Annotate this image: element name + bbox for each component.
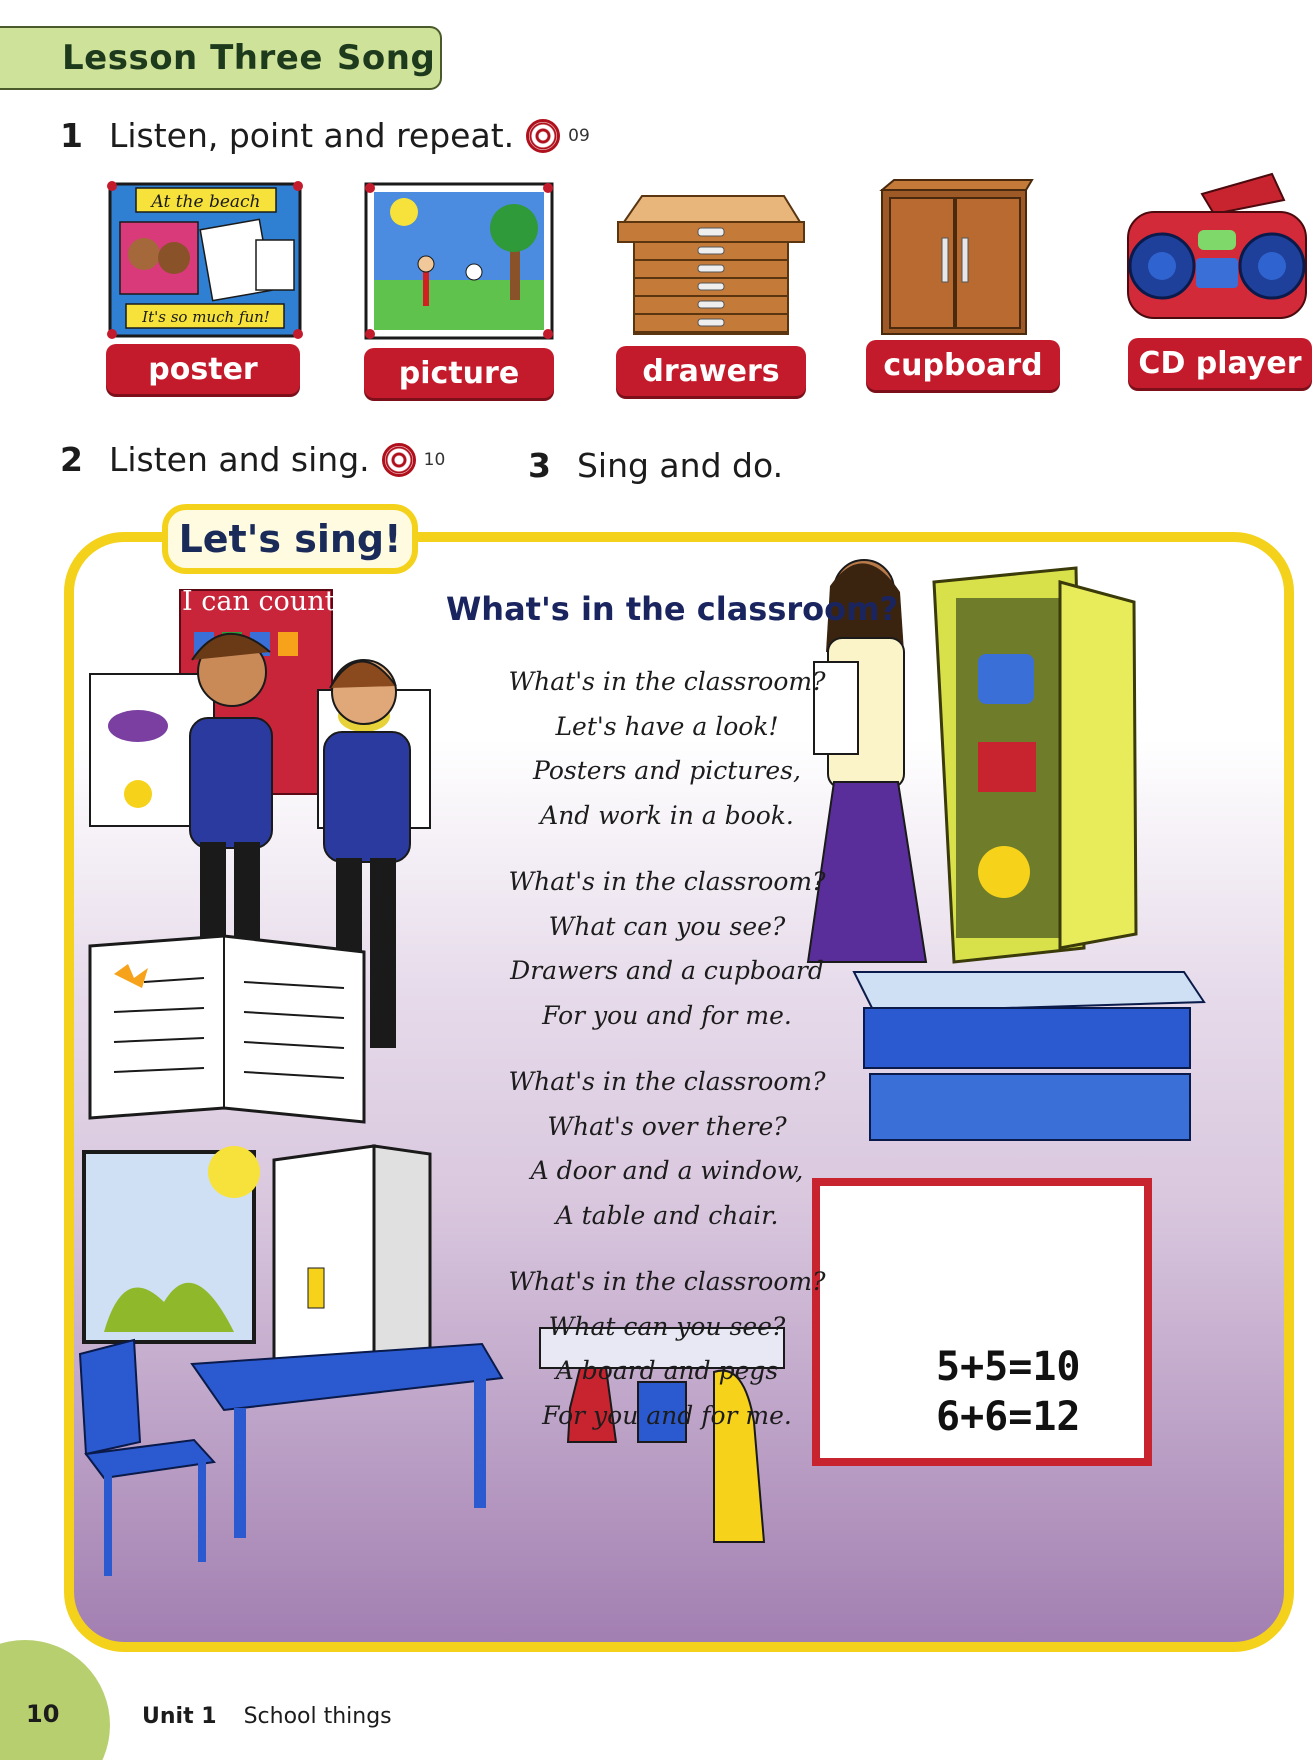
lyric-line: And work in a book. xyxy=(540,800,794,830)
lets-sing-badge: Let's sing! xyxy=(162,504,418,574)
lyric-line: A board and pegs xyxy=(555,1356,779,1385)
activity-instruction: Listen, point and repeat. xyxy=(108,116,515,155)
lyric-line: A table and chair. xyxy=(555,1200,779,1230)
unit-topic: School things xyxy=(243,1704,392,1729)
lyric-line: A door and a window, xyxy=(530,1156,804,1185)
cupboard-illustration[interactable] xyxy=(876,178,1034,338)
page-number: 10 xyxy=(26,1700,60,1728)
song-stanza xyxy=(480,1260,854,1438)
lyric-line: What's over there? xyxy=(547,1111,787,1141)
song-stanza xyxy=(480,660,854,838)
picture-illustration[interactable] xyxy=(362,180,556,342)
unit-label: Unit 1 xyxy=(142,1704,217,1729)
lyric-line: What's in the classroom? xyxy=(508,867,826,896)
lyric-line: Posters and pictures, xyxy=(533,756,801,785)
audio-track-number: 09 xyxy=(568,125,590,146)
vocab-label-poster[interactable]: poster xyxy=(106,344,300,394)
vocab-label-cd-player[interactable]: CD player xyxy=(1128,338,1312,388)
lyric-line: What's in the classroom? xyxy=(508,667,826,696)
activity-1 xyxy=(60,116,590,155)
vocab-label-drawers[interactable]: drawers xyxy=(616,346,806,396)
drawers-illustration[interactable] xyxy=(614,192,808,338)
lyric-line: For you and for me. xyxy=(542,1000,792,1030)
song-stanza xyxy=(480,860,854,1038)
audio-cd-icon[interactable] xyxy=(382,443,416,477)
poster-illustration[interactable] xyxy=(106,180,304,340)
lesson-title: Lesson Three xyxy=(62,38,323,78)
vocab-label-cupboard[interactable]: cupboard xyxy=(866,340,1060,390)
lyric-line: Let's have a look! xyxy=(555,711,779,741)
lesson-header xyxy=(0,26,442,90)
lyric-line: What's in the classroom? xyxy=(508,1267,826,1296)
activity-2 xyxy=(60,440,445,479)
lyric-line: For you and for me. xyxy=(542,1400,792,1430)
activity-3 xyxy=(528,446,783,485)
activity-number: 2 xyxy=(60,440,83,479)
activity-instruction: Listen and sing. xyxy=(108,440,370,479)
lyric-line: What can you see? xyxy=(548,1311,786,1341)
board-sum-1: 5+5=10 xyxy=(936,1344,1081,1390)
wall-poster-label: I can count xyxy=(182,586,336,617)
lyric-line: Drawers and a cupboard xyxy=(510,956,824,985)
cd-player-illustration[interactable] xyxy=(1122,170,1312,330)
vocab-label-picture[interactable]: picture xyxy=(364,348,554,398)
lesson-type: Song xyxy=(336,38,436,78)
audio-track-number: 10 xyxy=(423,449,446,470)
audio-cd-icon[interactable] xyxy=(526,119,560,153)
song-stanza xyxy=(480,1060,854,1238)
unit-footer xyxy=(142,1704,392,1729)
song-lyrics xyxy=(480,660,854,1460)
poster-art-caption: It's so much fun! xyxy=(142,308,270,326)
board-sum-2: 6+6=12 xyxy=(936,1394,1081,1440)
activity-instruction: Sing and do. xyxy=(576,446,784,485)
song-title: What's in the classroom? xyxy=(446,590,899,628)
activity-number: 1 xyxy=(60,116,83,155)
lyric-line: What can you see? xyxy=(548,911,786,941)
activity-number: 3 xyxy=(528,446,551,485)
lyric-line: What's in the classroom? xyxy=(508,1067,826,1096)
poster-art-title: At the beach xyxy=(151,192,261,212)
